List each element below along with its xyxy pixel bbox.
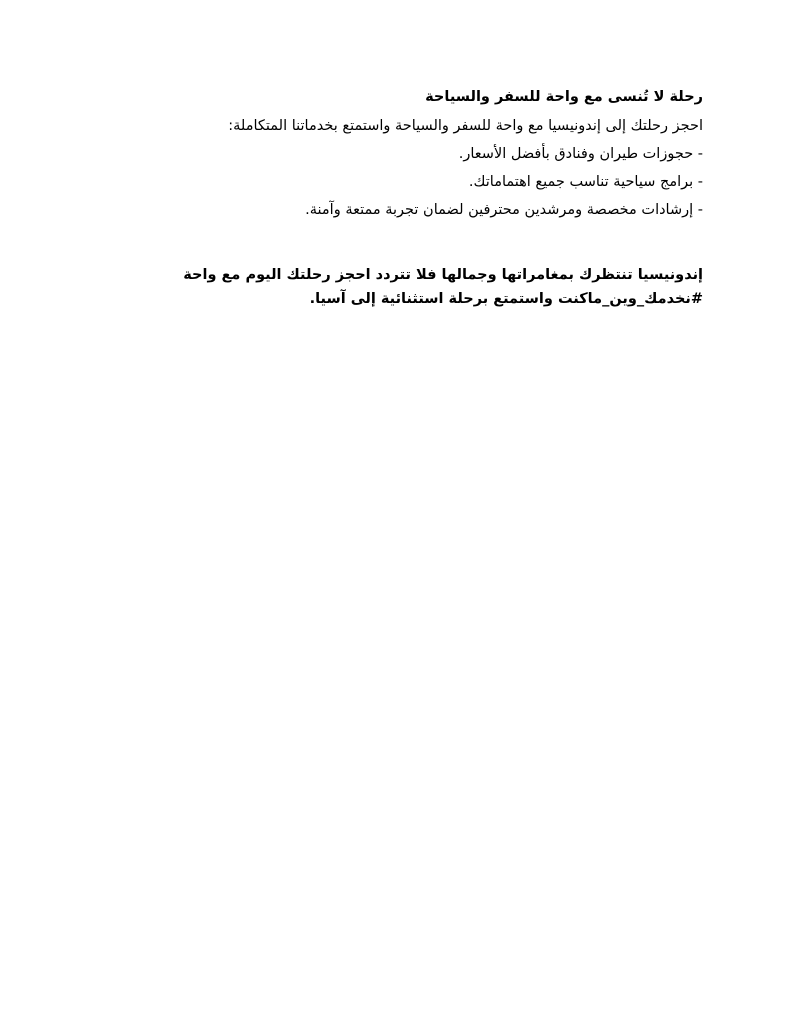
bullet-item-flights-hotels: - حجوزات طيران وفنادق بأفضل الأسعار. xyxy=(458,146,703,162)
document-body xyxy=(143,88,703,311)
closing-paragraph xyxy=(173,263,703,311)
bullet-item-guides: - إرشادات مخصصة ومرشدين محترفين لضمان تجربة ممتعة وآمنة. xyxy=(305,202,703,218)
intro-paragraph: احجز رحلتك إلى إندونيسيا مع واحة للسفر والسياحة واستمتع بخدماتنا المتكاملة: xyxy=(228,118,703,134)
bullet-item-tour-programs: - برامج سياحية تناسب جميع اهتماماتك. xyxy=(468,174,703,190)
document-title: رحلة لا تُنسى مع واحة للسفر والسياحة xyxy=(425,89,703,105)
closing-line-2: #نخدمك_وين_ماكنت واستمتع برحلة استثنائية إلى آسيا. xyxy=(309,291,703,307)
closing-line-1: إندونيسيا تنتظرك بمغامراتها وجمالها فلا تتردد احجز رحلتك اليوم مع واحة xyxy=(183,267,703,283)
